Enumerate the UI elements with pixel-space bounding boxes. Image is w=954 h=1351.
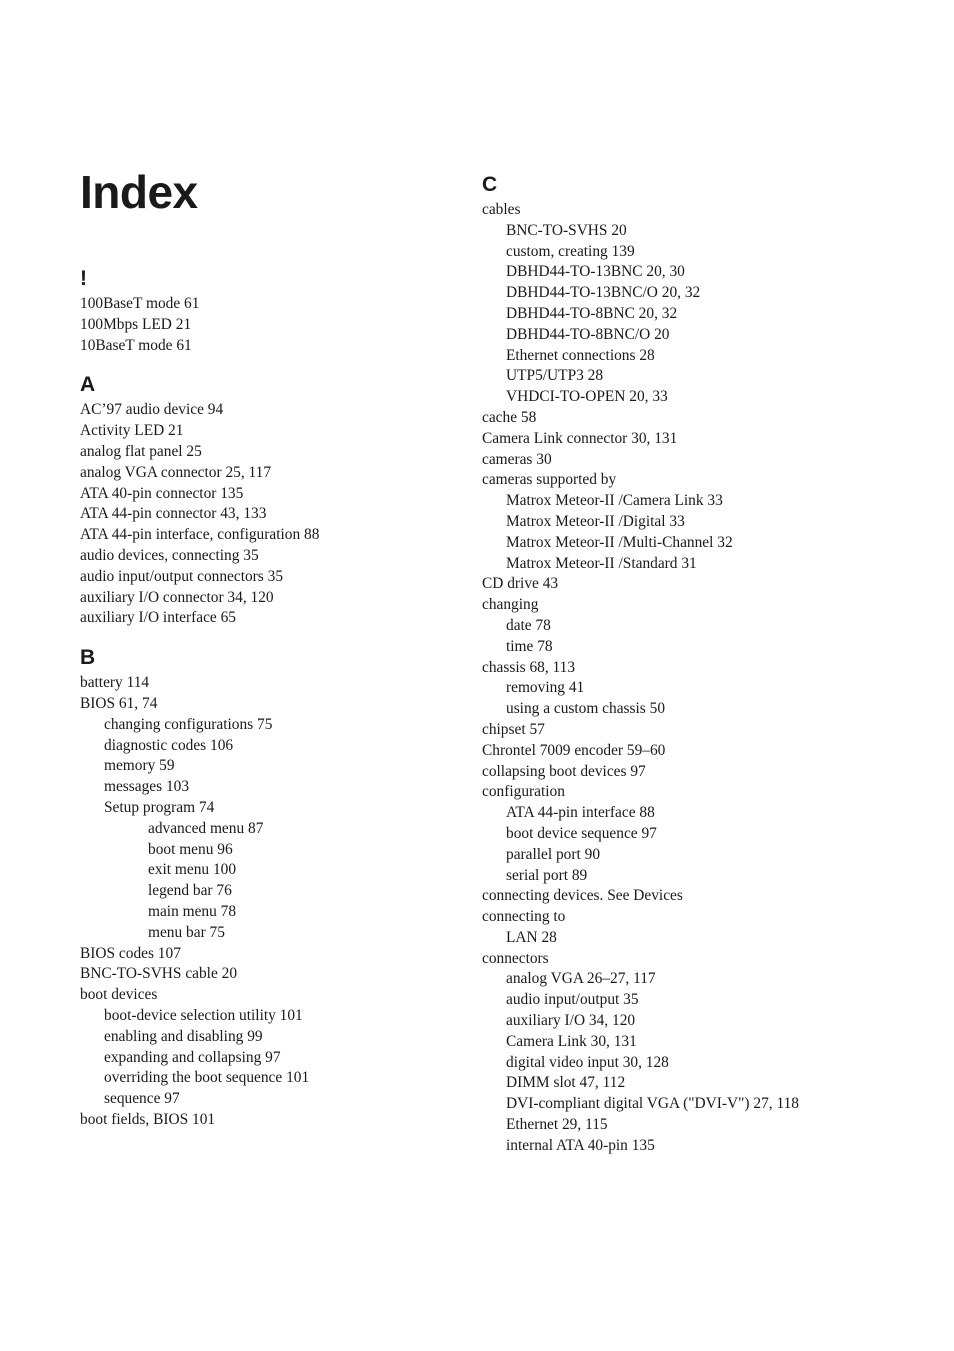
index-entry: 100BaseT mode 61 <box>80 295 200 312</box>
index-entry: connecting devices. See Devices <box>482 887 683 905</box>
section-heading: ! <box>80 267 87 290</box>
index-entry: chipset 57 <box>482 720 545 738</box>
index-subentry: ATA 44-pin interface 88 <box>506 804 655 822</box>
index-entry: analog VGA connector 25, 117 <box>80 463 272 481</box>
index-subentry: DVI-compliant digital VGA ("DVI-V") 27, 118 <box>506 1095 799 1113</box>
section-heading: B <box>80 646 96 670</box>
index-subentry: using a custom chassis 50 <box>506 700 666 718</box>
index-subentry: date 78 <box>506 616 551 634</box>
index-subentry: enabling and disabling 99 <box>104 1027 263 1045</box>
index-subentry: advanced menu 87 <box>148 819 264 837</box>
index-subentry: boot-device selection utility 101 <box>104 1006 303 1024</box>
index-entry: ATA 44-pin interface, configuration 88 <box>80 526 320 544</box>
index-subentry: DBHD44-TO-13BNC/O 20, 32 <box>506 284 701 302</box>
index-entry: connectors <box>482 949 549 967</box>
index-subentry: diagnostic codes 106 <box>104 736 234 754</box>
index-entry: chassis 68, 113 <box>482 658 576 676</box>
index-entry: boot devices <box>80 986 158 1004</box>
index-subentry: DBHD44-TO-8BNC/O 20 <box>506 325 670 343</box>
index-entry: collapsing boot devices 97 <box>482 762 646 780</box>
index-section-a <box>80 372 470 629</box>
index-subentry: boot device sequence 97 <box>506 824 657 842</box>
index-subentry: exit menu 100 <box>148 861 237 879</box>
index-subentry: UTP5/UTP3 28 <box>506 367 604 385</box>
index-entry: ATA 40-pin connector 135 <box>80 484 244 502</box>
index-entry: audio input/output connectors 35 <box>80 567 284 585</box>
index-subentry: DBHD44-TO-8BNC 20, 32 <box>506 304 678 322</box>
index-subentry: Camera Link 30, 131 <box>506 1032 637 1050</box>
index-subentry: parallel port 90 <box>506 845 601 863</box>
index-entry: CD drive 43 <box>482 575 559 593</box>
index-entry: connecting to <box>482 908 566 926</box>
index-subentry: digital video input 30, 128 <box>506 1053 669 1071</box>
index-entry: BIOS 61, 74 <box>80 694 158 712</box>
index-subentry: audio input/output 35 <box>506 991 639 1009</box>
index-subentry: DIMM slot 47, 112 <box>506 1074 626 1092</box>
page-title: Index <box>80 166 198 218</box>
index-subentry: VHDCI-TO-OPEN 20, 33 <box>506 388 668 406</box>
index-subentry: Setup program 74 <box>104 798 215 816</box>
index-subentry: Ethernet 29, 115 <box>506 1116 608 1134</box>
index-entry: boot fields, BIOS 101 <box>80 1110 216 1128</box>
index-column-left <box>80 266 470 1131</box>
index-entry: 10BaseT mode 61 <box>80 336 192 354</box>
index-subentry: custom, creating 139 <box>506 242 635 260</box>
index-section-symbols <box>80 266 470 356</box>
index-entry: battery 114 <box>80 674 150 692</box>
index-subentry: boot menu 96 <box>148 840 233 858</box>
index-subentry: Matrox Meteor-II /Camera Link 33 <box>506 492 723 510</box>
index-subentry: main menu 78 <box>148 902 237 920</box>
index-subentry: messages 103 <box>104 778 190 796</box>
index-subentry: removing 41 <box>506 679 585 697</box>
index-entry: configuration <box>482 783 565 801</box>
index-entry: analog flat panel 25 <box>80 442 202 460</box>
index-entry: Activity LED 21 <box>80 422 184 440</box>
index-subentry: Matrox Meteor-II /Multi-Channel 32 <box>506 533 733 551</box>
index-subentry: legend bar 76 <box>148 882 232 900</box>
index-entry: auxiliary I/O interface 65 <box>80 609 236 627</box>
index-subentry: auxiliary I/O 34, 120 <box>506 1012 636 1030</box>
index-entry: AC’97 audio device 94 <box>80 401 224 419</box>
index-subentry: Ethernet connections 28 <box>506 346 655 364</box>
index-entry: audio devices, connecting 35 <box>80 546 259 564</box>
index-subentry: expanding and collapsing 97 <box>104 1048 281 1066</box>
index-subentry: serial port 89 <box>506 866 588 884</box>
index-subentry: DBHD44-TO-13BNC 20, 30 <box>506 263 685 281</box>
index-entry: Chrontel 7009 encoder 59–60 <box>482 741 666 759</box>
index-entry: cables <box>482 201 521 218</box>
index-section-c <box>482 172 922 1157</box>
index-entry: Camera Link connector 30, 131 <box>482 429 678 447</box>
index-subentry: menu bar 75 <box>148 923 225 941</box>
index-entry: BNC-TO-SVHS cable 20 <box>80 965 238 983</box>
section-heading: C <box>482 173 498 196</box>
index-subentry: memory 59 <box>104 757 175 775</box>
index-subentry: Matrox Meteor-II /Digital 33 <box>506 512 685 530</box>
index-entry: cameras supported by <box>482 471 617 489</box>
index-subentry: BNC-TO-SVHS 20 <box>506 221 627 239</box>
index-subentry: analog VGA 26–27, 117 <box>506 970 656 988</box>
index-entry: auxiliary I/O connector 34, 120 <box>80 588 274 606</box>
index-subentry: Matrox Meteor-II /Standard 31 <box>506 554 697 572</box>
index-section-b <box>80 645 470 1131</box>
index-subentry: LAN 28 <box>506 928 557 946</box>
index-subentry: sequence 97 <box>104 1090 180 1108</box>
index-subentry: overriding the boot sequence 101 <box>104 1069 310 1087</box>
index-entry: BIOS codes 107 <box>80 944 181 962</box>
index-subentry: changing configurations 75 <box>104 715 273 733</box>
index-entry: ATA 44-pin connector 43, 133 <box>80 505 267 523</box>
index-entry: changing <box>482 596 539 614</box>
index-entry: 100Mbps LED 21 <box>80 315 192 333</box>
index-subentry: internal ATA 40-pin 135 <box>506 1136 655 1154</box>
index-subentry: time 78 <box>506 637 553 655</box>
index-entry: cameras 30 <box>482 450 552 468</box>
section-heading: A <box>80 373 96 397</box>
index-entry: cache 58 <box>482 408 537 426</box>
index-column-right <box>482 172 922 1157</box>
